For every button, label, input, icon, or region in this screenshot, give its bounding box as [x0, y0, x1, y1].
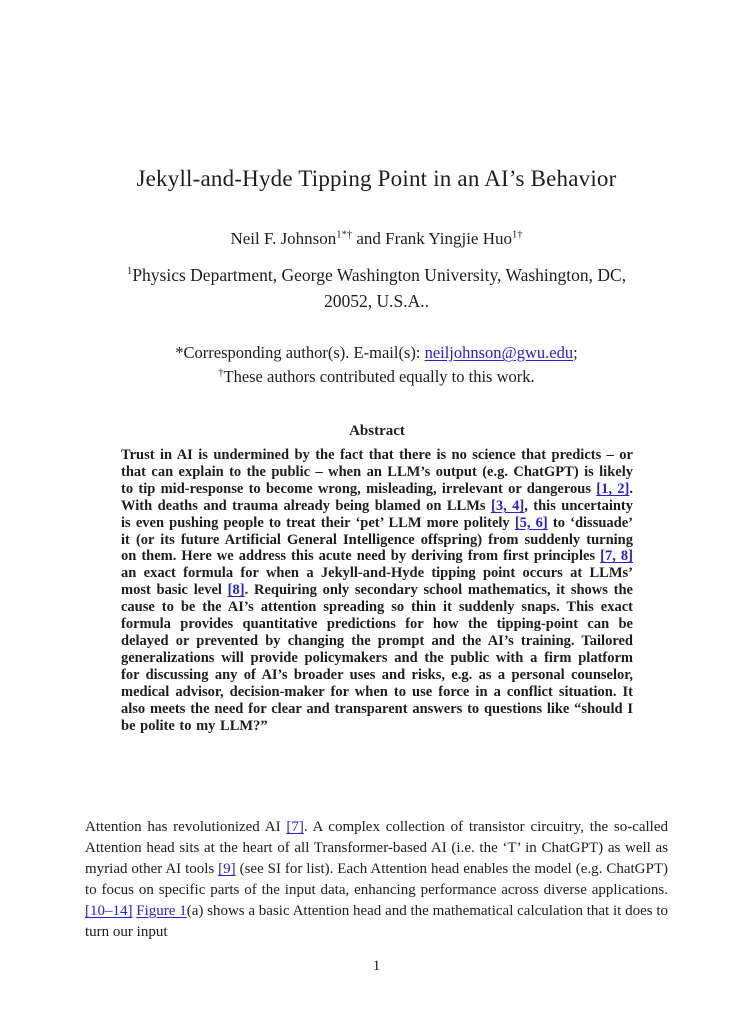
text-segment: Neil F. Johnson [230, 229, 337, 248]
text-segment: an exact formula for when a Jekyll-and-Hyde tipping point occurs at LLMs’ most basic level [121, 565, 633, 599]
abstract-body [121, 447, 633, 734]
author-line [40, 229, 713, 249]
email-link[interactable]: neiljohnson@gwu.edu [424, 343, 574, 362]
text-segment: to ‘dissuade’ it (or its future Artificial General Intelligence offspring) from suddenly turning on them. Here we address this acute need by deriving from first principles [121, 514, 633, 565]
text-segment: , this uncertainty is even pushing people to treat their ‘pet’ LLM more politely [121, 497, 633, 531]
citation-link-3-4[interactable]: [3, 4] [490, 497, 525, 514]
citation-link-7-8[interactable]: [7, 8] [600, 548, 633, 565]
citation-link-5-6[interactable]: [5, 6] [514, 514, 548, 531]
affiliation-line [106, 262, 647, 314]
text-segment: 1 [126, 265, 133, 278]
abstract-heading: Abstract [349, 423, 405, 439]
text-segment: . With deaths and trauma already being blamed on LLMs [121, 480, 633, 514]
text-segment: and Frank Yingjie Huo [352, 229, 512, 248]
text-segment: . A complex collection of transistor circuitry, the so-called Attention head sits at the heart of all Transformer-based AI (i.e. the ‘T’ in ChatGPT) as well as myriad other AI tools [85, 819, 669, 877]
citation-link-1-2[interactable]: [1, 2] [596, 480, 630, 497]
correspondence-email-line [60, 341, 693, 365]
text-segment: 1*† [336, 229, 353, 241]
text-segment: . Requiring only secondary school mathematics, it shows the cause to be the AI’s attention spreading so thin it suddenly snaps. This exact formula provides quantitative predictions for how the tipping-point can be delayed or prevented by changing the prompt and the AI’s training. Tailored generalizations will provide policymakers and the public with a firm platform for discussing any of AI’s broader uses and risks, e.g. as a personal counselor, medical advisor, decision-maker for when to use force in a conflict situation. It also meets the need for clear and transparent answers to questions like “should I be polite to my LLM?” [121, 582, 633, 734]
text-segment: 1† [512, 229, 523, 241]
text-segment: † [218, 367, 224, 379]
text-segment: Physics Department, George Washington University, Washington, DC, 20052, U.S.A.. [132, 265, 627, 311]
text-segment: These authors contributed equally to this work. [223, 367, 535, 386]
abstract-section [121, 423, 633, 734]
text-segment: Attention has revolutionized AI [85, 819, 287, 835]
text-segment: (see SI for list). Each Attention head enables the model (e.g. ChatGPT) to focus on specific parts of the input data, enhancing performance across diverse applications. [85, 861, 668, 898]
text-segment: (a) shows a basic Attention head and the mathematical calculation that it does to turn our input [85, 903, 668, 940]
text-segment: *Corresponding author(s). E-mail(s): [175, 343, 425, 362]
text-segment: ; [573, 343, 578, 362]
citation-link-7[interactable]: [7] [286, 819, 304, 835]
correspondence-equal-contribution-line [60, 365, 693, 389]
citation-link-9[interactable]: [9] [218, 861, 236, 877]
paper-title: Jekyll-and-Hyde Tipping Point in an AI’s Behavior [136, 166, 617, 191]
citation-link-8[interactable]: [8] [227, 582, 245, 599]
citation-link-10-14[interactable]: [10–14] [85, 903, 133, 919]
page-number: 1 [372, 958, 381, 974]
text-segment: Trust in AI is undermined by the fact that there is no science that predicts – or that can explain to the public – when an LLM’s output (e.g. ChatGPT) is likely to tip mid-response to become wrong, misleading, irrelevant or dangerous [121, 447, 633, 497]
correspondence-block [60, 341, 693, 389]
figure-1-link[interactable]: Figure 1 [136, 903, 187, 919]
intro-paragraph [85, 817, 668, 943]
